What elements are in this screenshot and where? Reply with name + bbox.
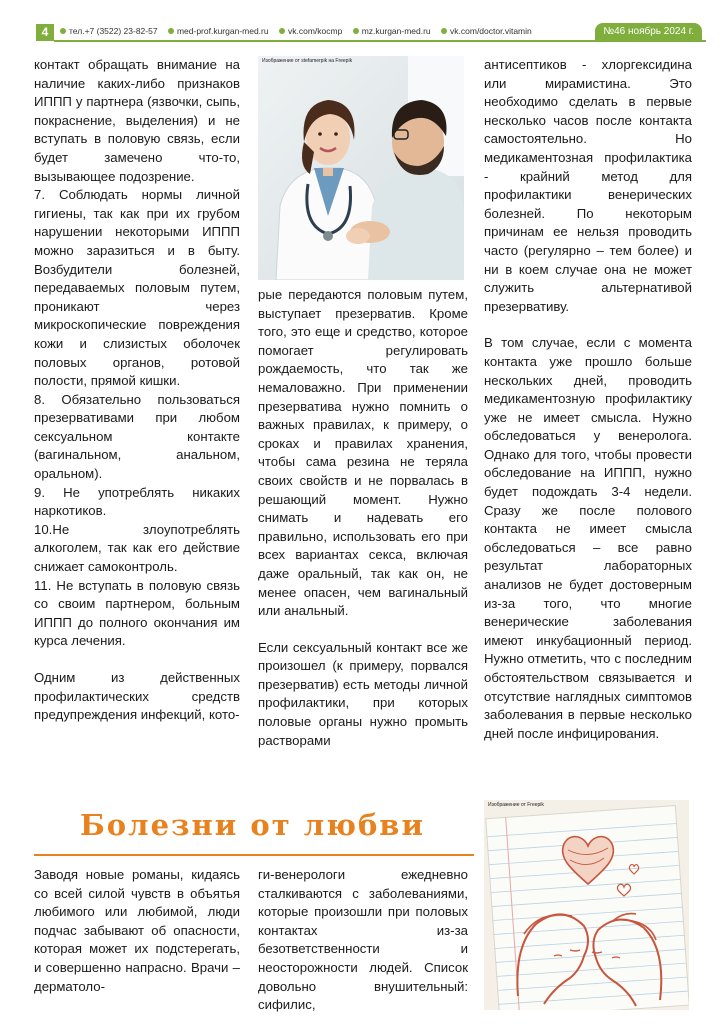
love-illustration <box>484 800 689 1010</box>
headline-divider <box>34 854 474 856</box>
paragraph: 9. Не употреблять никаких наркотиков. <box>34 484 240 519</box>
paragraph: рые передаются половым путем, выступает презерватив. Кроме того, это еще и средство, которое помогает регулировать рождаемость, что так же немаловажно. При применении презерватива нужно помнить о важных правилах, к примеру, о сроках и правилах хранения, чтобы сама резина не теряла своих свойств и не порвалась в решающий момент. Нужно снимать и надевать его правильно, использовать его при всех вариантах секса, включая даже оральный, так как он, не менее опасен, чем вагинальный или анальный. <box>258 287 468 619</box>
vk-icon <box>441 28 447 34</box>
illustration-credit: Изображение от Freepik <box>488 802 544 808</box>
paragraph: антисептиков - хлоргекcидина или мирамистина. Это необходимо сделать в первые несколько часов после контакта самостоятельно. Но медикаментозная профилактика - крайний метод для профилактики венерических болезней. По некоторым причинам ее нельзя проводить часто (регулярно – тем более) и ни в коем случае она не может служить альтернативой презервативу. <box>484 57 692 314</box>
contact-vk[interactable]: vk.com/kocmp <box>279 26 342 36</box>
globe-icon <box>353 28 359 34</box>
paragraph: 8. Обязательно пользоваться презервативами при любом сексуальном контакте (вагинальном, анальном, оральном). <box>34 391 240 482</box>
article-column-5 <box>258 866 468 1015</box>
contact-vk-2[interactable]: vk.com/doctor.vitamin <box>441 26 532 36</box>
paragraph: ги-венерологи ежедневно сталкиваются с заболеваниями, которые произошли при половых контактах из-за безответственности и неосторожности людей. Список довольно внушительный: сифилис, <box>258 867 468 1013</box>
vk-icon <box>279 28 285 34</box>
photo-credit: Изображение от stefamerpik на Freepik <box>262 58 353 64</box>
paragraph: В том случае, если с момента контакта уже прошло больше нескольких дней, проводить медикаментозную профилактику уже не имеет смысла. Нужно обследоваться у венеролога. Однако для того, чтобы провести обследование на ИППП, нужно будет подождать 3-4 недели. Сразу же после полового контакта не имеет смысла обследоваться – все равно результат лабораторных анализов не будет достоверным из-за того, что многие венерические заболевания имеют инкубационный период. Нужно отметить, что с последним обстоятельством связывается и отсутствие наглядных симптомов заболевания в первые несколько дней после инфицирования. <box>484 335 692 741</box>
phone-icon <box>60 28 66 34</box>
paragraph: контакт обращать внимание на наличие каких-либо признаков ИППП у партнера (язвочки, сыпь, покраснение, выделения) и не вступать в половую связь, если будет замечено что-то, вызывающее подозрение. <box>34 57 240 184</box>
paragraph: Заводя новые романы, кидаясь со всей силой чувств в объятья любимого или любимой, люди подчас забывают об опасности, которая может их подстерегать, и совершенно напрасно. Врачи – дерматоло- <box>34 867 240 994</box>
page-header <box>0 0 724 44</box>
article-column-4 <box>34 866 240 996</box>
photo-image <box>258 56 464 280</box>
article-headline: Болезни от любви <box>80 808 425 842</box>
contact-site[interactable]: med-prof.kurgan-med.ru <box>168 26 269 36</box>
header-divider <box>54 40 706 42</box>
paragraph: 11. Не вступать в половую связь со своим партнером, больным ИППП до полного окончания им курса лечения. <box>34 577 240 649</box>
issue-badge: №46 ноябрь 2024 г. <box>595 23 702 40</box>
paragraph: Одним из действенных профилактических средств предупреждения инфекций, кото- <box>34 670 240 723</box>
article-column-1 <box>34 56 240 725</box>
article-column-2 <box>258 286 468 750</box>
doctor-patient-photo <box>258 56 464 280</box>
paragraph: 10.Не злоупотреблять алкоголем, так как его действие снижает самоконтроль. <box>34 521 240 575</box>
paragraph: Если сексуальный контакт все же произошел (к примеру, порвался презерватив) есть методы личной профилактики, при которых половые органы нужно промыть растворами <box>258 639 468 748</box>
contact-site-2[interactable]: mz.kurgan-med.ru <box>353 26 431 36</box>
kissing-couple-drawing <box>484 800 689 1010</box>
paragraph: 7. Соблюдать нормы личной гигиены, так как при их грубом нарушении некоторыми ИППП можно заразиться и в быту. Возбудители болезней, передаваемых половым путем, проникают через микроскопические повреждения кожи и слизистых оболочек половых органов, ротовой полости, прямой кишки. <box>34 187 240 389</box>
contact-phone: тел.+7 (3522) 23-82-57 <box>60 26 158 36</box>
globe-icon <box>168 28 174 34</box>
article-column-3 <box>484 56 692 743</box>
header-contacts <box>60 26 540 36</box>
page-number: 4 <box>36 24 54 41</box>
